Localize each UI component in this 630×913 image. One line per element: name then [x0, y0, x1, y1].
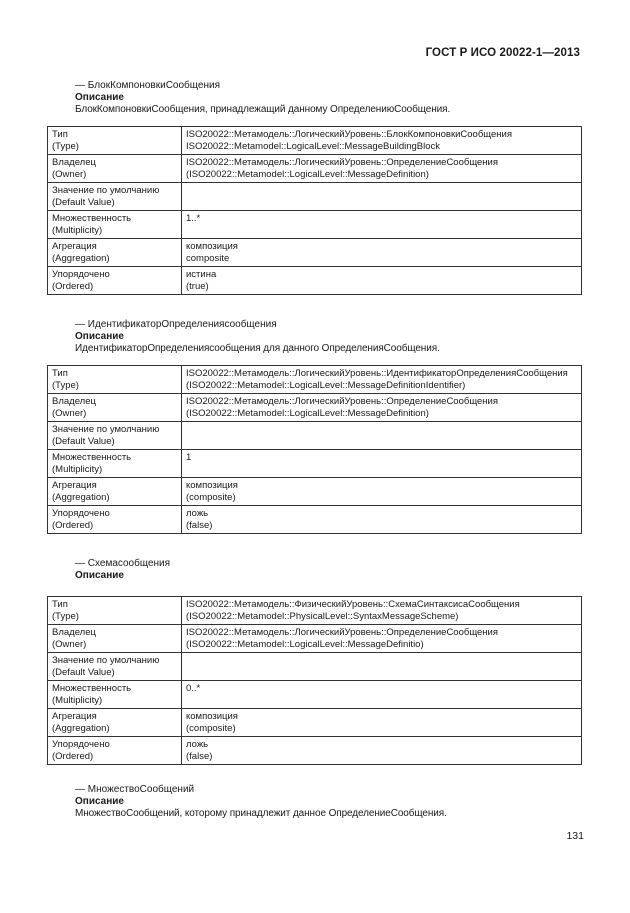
property-value-cell: 0..*	[182, 681, 582, 709]
property-value-cell: ложь (false)	[182, 737, 582, 765]
property-name-cell: Агрегация (Aggregation)	[48, 709, 182, 737]
table-row	[48, 625, 582, 653]
property-value-cell	[182, 422, 582, 450]
table-row	[48, 366, 582, 394]
properties-table	[47, 365, 582, 534]
section-heading: Описание	[75, 796, 124, 807]
property-name-cell: Агрегация (Aggregation)	[48, 478, 182, 506]
properties-table	[47, 126, 582, 295]
table-row	[48, 183, 582, 211]
table-row	[48, 239, 582, 267]
table-row	[48, 450, 582, 478]
property-name-cell: Значение по умолчанию (Default Value)	[48, 653, 182, 681]
property-name-cell: Значение по умолчанию (Default Value)	[48, 422, 182, 450]
table-row	[48, 737, 582, 765]
page-number: 131	[566, 830, 584, 842]
property-value-cell	[182, 653, 582, 681]
table-row	[48, 211, 582, 239]
section-message-building-block	[47, 80, 582, 295]
section-message-scheme	[47, 558, 582, 765]
table-row	[48, 506, 582, 534]
table-row	[48, 155, 582, 183]
table-row	[48, 653, 582, 681]
table-row	[48, 394, 582, 422]
properties-table	[47, 596, 582, 765]
section-title: — Схемасообщения	[75, 558, 171, 569]
table-row	[48, 267, 582, 295]
property-name-cell: Значение по умолчанию (Default Value)	[48, 183, 182, 211]
section-description: ИдентификаторОпределениясообщения для данного ОпределенияСообщения.	[75, 343, 440, 354]
property-value-cell: ISO20022::Метамодель::ЛогическийУровень::БлокКомпоновкиСообщения ISO20022::Metamodel::LogicalLevel::MessageBuildingBlock	[182, 127, 582, 155]
property-name-cell: Владелец (Owner)	[48, 394, 182, 422]
property-value-cell: ISO20022::Метамодель::ЛогическийУровень::ОпределениеСообщения (ISO20022::Metamodel::LogicalLevel::MessageDefinition)	[182, 394, 582, 422]
section-title: — МножествоСообщений	[75, 784, 195, 795]
section-heading: Описание	[75, 92, 124, 103]
table-row	[48, 422, 582, 450]
section-heading: Описание	[75, 331, 124, 342]
property-name-cell: Тип (Type)	[48, 366, 182, 394]
property-value-cell: композиция (composite)	[182, 709, 582, 737]
table-row	[48, 709, 582, 737]
property-value-cell: 1	[182, 450, 582, 478]
property-name-cell: Владелец (Owner)	[48, 155, 182, 183]
property-name-cell: Агрегация (Aggregation)	[48, 239, 182, 267]
table-row	[48, 597, 582, 625]
property-value-cell: ISO20022::Метамодель::ЛогическийУровень::ИдентификаторОпределенияСообщения (ISO20022::Metamodel::LogicalLevel::MessageDefinitionIdentifier)	[182, 366, 582, 394]
section-description: МножествоСообщений, которому принадлежит данное ОпределениеСообщения.	[75, 808, 447, 819]
section-title: — БлокКомпоновкиСообщения	[75, 80, 220, 91]
property-value-cell: ISO20022::Метамодель::ФизическийУровень::СхемаСинтаксисаСообщения (ISO20022::Metamodel::PhysicalLevel::SyntaxMessageScheme)	[182, 597, 582, 625]
property-name-cell: Владелец (Owner)	[48, 625, 182, 653]
section-title: — ИдентификаторОпределениясообщения	[75, 319, 277, 330]
table-row	[48, 478, 582, 506]
property-name-cell: Упорядочено (Ordered)	[48, 267, 182, 295]
property-value-cell: композиция (composite)	[182, 478, 582, 506]
property-value-cell: ложь (false)	[182, 506, 582, 534]
property-value-cell	[182, 183, 582, 211]
property-name-cell: Тип (Type)	[48, 597, 182, 625]
property-name-cell: Множественность (Multiplicity)	[48, 211, 182, 239]
property-value-cell: ISO20022::Метамодель::ЛогическийУровень::ОпределениеСообщения (ISO20022::Metamodel::LogicalLevel::MessageDefinitio)	[182, 625, 582, 653]
document-code: ГОСТ Р ИСО 20022-1—2013	[425, 47, 580, 59]
table-row	[48, 127, 582, 155]
property-value-cell: ISO20022::Метамодель::ЛогическийУровень::ОпределениеСообщения (ISO20022::Metamodel::LogicalLevel::MessageDefinition)	[182, 155, 582, 183]
property-value-cell: композиция composite	[182, 239, 582, 267]
section-description: БлокКомпоновкиСообщения, принадлежащий данному ОпределениюСообщения.	[75, 104, 451, 115]
property-name-cell: Упорядочено (Ordered)	[48, 737, 182, 765]
section-heading: Описание	[75, 570, 124, 581]
property-name-cell: Упорядочено (Ordered)	[48, 506, 182, 534]
section-message-definition-identifier	[47, 319, 582, 534]
property-name-cell: Тип (Type)	[48, 127, 182, 155]
section-message-set	[47, 784, 582, 820]
property-name-cell: Множественность (Multiplicity)	[48, 450, 182, 478]
property-value-cell: 1..*	[182, 211, 582, 239]
property-value-cell: истина (true)	[182, 267, 582, 295]
property-name-cell: Множественность (Multiplicity)	[48, 681, 182, 709]
table-row	[48, 681, 582, 709]
